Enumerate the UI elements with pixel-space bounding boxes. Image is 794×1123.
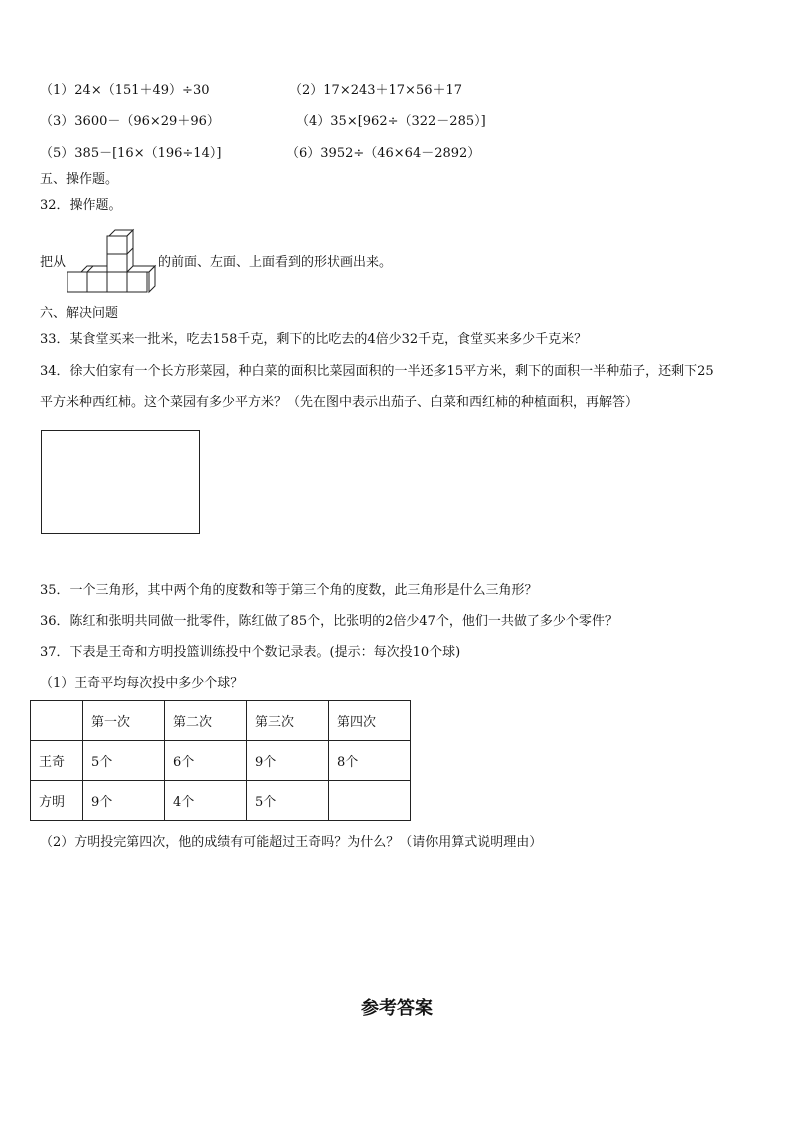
- q37-title: 37．下表是王奇和方明投篮训练投中个数记录表。(提示：每次投10个球): [40, 645, 461, 660]
- q34-line2: 平方米种西红柿。这个菜园有多少平方米？（先在图中表示出茄子、白菜和西红柿的种植面积，再解答）: [40, 395, 639, 410]
- q35-text: 35．一个三角形，其中两个角的度数和等于第三个角的度数，此三角形是什么三角形？: [40, 583, 538, 598]
- cube-stack-figure: [67, 226, 159, 296]
- table-cell: 4个: [165, 781, 247, 821]
- table-header-cell: [31, 701, 83, 741]
- table-cell: 8个: [329, 741, 411, 781]
- calc-problem-3: （3）3600－（96×29＋96）: [40, 114, 220, 129]
- q32-title: 32．操作题。: [40, 198, 122, 213]
- table-header-cell: 第二次: [165, 701, 247, 741]
- table-row: [31, 781, 411, 821]
- table-header-cell: 第一次: [83, 701, 165, 741]
- table-header-cell: 第三次: [247, 701, 329, 741]
- basketball-record-table: [30, 700, 411, 821]
- section-six-title: 六、解决问题: [40, 306, 119, 321]
- calc-problem-2: （2）17×243＋17×56＋17: [289, 83, 463, 98]
- q32-prefix: 把从: [40, 255, 67, 270]
- table-cell: 方明: [31, 781, 83, 821]
- table-cell: 9个: [247, 741, 329, 781]
- calc-problem-1: （1）24×（151＋49）÷30: [40, 83, 210, 98]
- q34-line1: 34．徐大伯家有一个长方形菜园，种白菜的面积比菜园面积的一半还多15平方米，剩下的面积一半种茄子，还剩下25: [40, 364, 714, 379]
- q33-text: 33．某食堂买来一批米，吃去158千克，剩下的比吃去的4倍少32千克，食堂买来多少千克米？: [40, 332, 588, 347]
- table-cell: [329, 781, 411, 821]
- answer-section-title: 参考答案: [361, 998, 433, 1019]
- table-cell: 6个: [165, 741, 247, 781]
- table-row: [31, 741, 411, 781]
- section-five-title: 五、操作题。: [40, 172, 119, 187]
- garden-rectangle-answer-box: [41, 430, 200, 534]
- table-cell: 王奇: [31, 741, 83, 781]
- table-cell: 9个: [83, 781, 165, 821]
- table-cell: 5个: [83, 741, 165, 781]
- table-header-row: [31, 701, 411, 741]
- calc-problem-4: （4）35×[962÷（322－285）]: [296, 114, 486, 129]
- calc-problem-6: （6）3952÷（46×64－2892）: [286, 146, 481, 161]
- q37-sub1: （1）王奇平均每次投中多少个球？: [40, 676, 244, 691]
- q36-text: 36．陈红和张明共同做一批零件，陈红做了85个，比张明的2倍少47个，他们一共做了多少个零件？: [40, 614, 618, 629]
- table-header-cell: 第四次: [329, 701, 411, 741]
- calc-problem-5: （5）385－[16×（196÷14）]: [40, 146, 222, 161]
- q32-suffix: 的前面、左面、上面看到的形状画出来。: [158, 255, 393, 270]
- table-cell: 5个: [247, 781, 329, 821]
- q37-sub2: （2）方明投完第四次，他的成绩有可能超过王奇吗？为什么？（请你用算式说明理由）: [40, 835, 543, 850]
